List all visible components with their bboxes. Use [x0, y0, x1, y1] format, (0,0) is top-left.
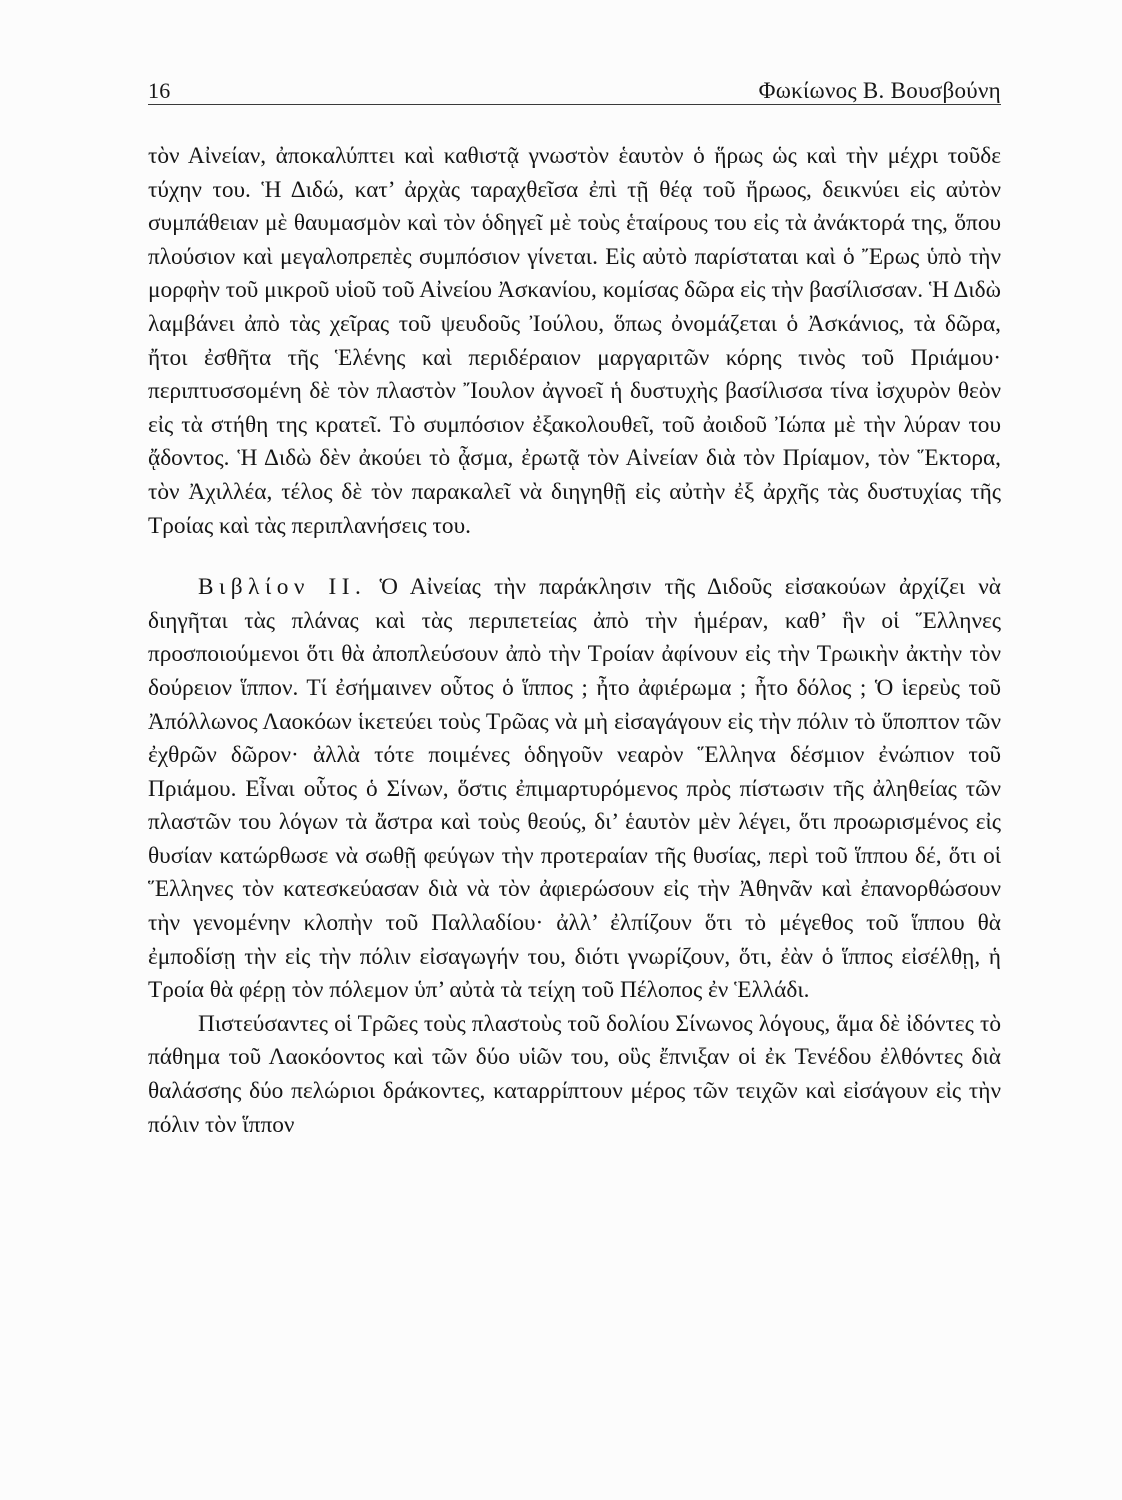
page-number: 16	[148, 78, 171, 103]
header-rule	[148, 104, 1001, 105]
running-head	[148, 64, 1001, 104]
paragraph-2	[148, 571, 1001, 1008]
paragraph-2-text: Ὁ Αἰνείας τὴν παράκλησιν τῆς Διδοῦς εἰσακούων ἀρχίζει νὰ διηγῆται τὰς πλάνας καὶ τὰς περιπετείας ἀπὸ τὴν ἡμέραν, καθ’ ἣν οἱ Ἕλληνες προσποιούμενοι ὅτι θὰ ἀποπλεύσουν ἀπὸ τὴν Τροίαν ἀφίνουν εἰς τὴν Τρωικὴν ἀκτὴν τὸν δούρειον ἵππον. Τί ἐσήμαινεν οὗτος ὁ ἵππος ; ἦτο ἀφιέρωμα ; ἦτο δόλος ; Ὁ ἱερεὺς τοῦ Ἀπόλλωνος Λαοκόων ἱκετεύει τοὺς Τρῶας νὰ μὴ εἰσαγάγουν εἰς τὴν πόλιν τὸ ὕποπτον τῶν ἐχθρῶν δῶρον· ἀλλὰ τότε ποιμένες ὁδηγοῦν νεαρὸν Ἕλληνα δέσμιον ἐνώπιον τοῦ Πριάμου. Εἶναι οὗτος ὁ Σίνων, ὅστις ἐπιμαρτυρόμενος πρὸς πίστωσιν τῆς ἀληθείας τῶν πλαστῶν του λόγων τὰ ἄστρα καὶ τοὺς θεούς, δι’ ἑαυτὸν μὲν λέγει, ὅτι προωρισμένος εἰς θυσίαν κατώρθωσε νὰ σωθῇ φεύγων τὴν προτεραίαν τῆς θυσίας, περὶ τοῦ ἵππου δέ, ὅτι οἱ Ἕλληνες τὸν κατεσκεύασαν διὰ νὰ τὸν ἀφιερώσουν εἰς τὴν Ἀθηνᾶν καὶ ἐπανορθώσουν τὴν γενομένην κλοπὴν τοῦ Παλλαδίου· ἀλλ’ ἐλπίζουν ὅτι τὸ μέγεθος τοῦ ἵππου θὰ ἐμποδίσῃ τὴν εἰς τὴν πόλιν εἰσαγωγήν του, διότι γνωρίζουν, ὅτι, ἐὰν ὁ ἵππος εἰσέλθῃ, ἡ Τροία θὰ φέρῃ τὸν πόλεμον ὑπ’ αὐτὰ τὰ τείχη τοῦ Πέλοπος ἐν Ἑλλάδι.	[148, 574, 1002, 1004]
paragraph-3: Πιστεύσαντες οἱ Τρῶες τοὺς πλαστοὺς τοῦ δολίου Σίνωνος λόγους, ἅμα δὲ ἰδόντες τὸ πάθημα τοῦ Λαοκόοντος καὶ τῶν δύο υἱῶν του, οὓς ἔπνιξαν οἱ ἐκ Τενέδου ἐλθόντες διὰ θαλάσσης δύο πελώριοι δράκοντες, καταρρίπτουν μέρος τῶν τειχῶν καὶ εἰσάγουν εἰς τὴν πόλιν τὸν ἵππον	[148, 1010, 1001, 1138]
running-title: Φωκίωνος Β. Βουσβούνη	[758, 78, 1001, 103]
body-text	[148, 140, 1001, 1142]
book-heading: Βιβλίον ΙΙ.	[198, 574, 367, 601]
paragraph-1: τὸν Αἰνείαν, ἀποκαλύπτει καὶ καθιστᾷ γνωστὸν ἑαυτὸν ὁ ἥρως ὡς καὶ τὴν μέχρι τοῦδε τύχην του. Ἡ Διδώ, κατ’ ἀρχὰς ταραχθεῖσα ἐπὶ τῇ θέᾳ τοῦ ἥρωος, δεικνύει εἰς αὐτὸν συμπάθειαν μὲ θαυμασμὸν καὶ τὸν ὁδηγεῖ μὲ τοὺς ἑταίρους του εἰς τὰ ἀνάκτορά της, ὅπου πλούσιον καὶ μεγαλοπρεπὲς συμπόσιον γίνεται. Εἰς αὐτὸ παρίσταται καὶ ὁ Ἔρως ὑπὸ τὴν μορφὴν τοῦ μικροῦ υἱοῦ τοῦ Αἰνείου Ἀσκανίου, κομίσας δῶρα εἰς τὴν βασίλισσαν. Ἡ Διδὼ λαμβάνει ἀπὸ τὰς χεῖρας τοῦ ψευδοῦς Ἰούλου, ὅπως ὀνομάζεται ὁ Ἀσκάνιος, τὰ δῶρα, ἤτοι ἐσθῆτα τῆς Ἑλένης καὶ περιδέραιον μαργαριτῶν κόρης τινὸς τοῦ Πριάμου· περιπτυσσομένη δὲ τὸν πλαστὸν Ἴουλον ἀγνοεῖ ἡ δυστυχὴς βασίλισσα τίνα ἰσχυρὸν θεὸν εἰς τὰ στήθη της κρατεῖ. Τὸ συμπόσιον ἐξακολουθεῖ, τοῦ ἀοιδοῦ Ἰώπα μὲ τὴν λύραν του ᾄδοντος. Ἡ Διδὼ δὲν ἀκούει τὸ ᾆσμα, ἐρωτᾷ τὸν Αἰνείαν διὰ τὸν Πρίαμον, τὸν Ἕκτορα, τὸν Ἀχιλλέα, τέλος δὲ τὸν παρακαλεῖ νὰ διηγηθῇ εἰς αὐτὴν ἐξ ἀρχῆς τὰς δυστυχίας τῆς Τροίας καὶ τὰς περιπλανήσεις του.	[148, 143, 1001, 539]
